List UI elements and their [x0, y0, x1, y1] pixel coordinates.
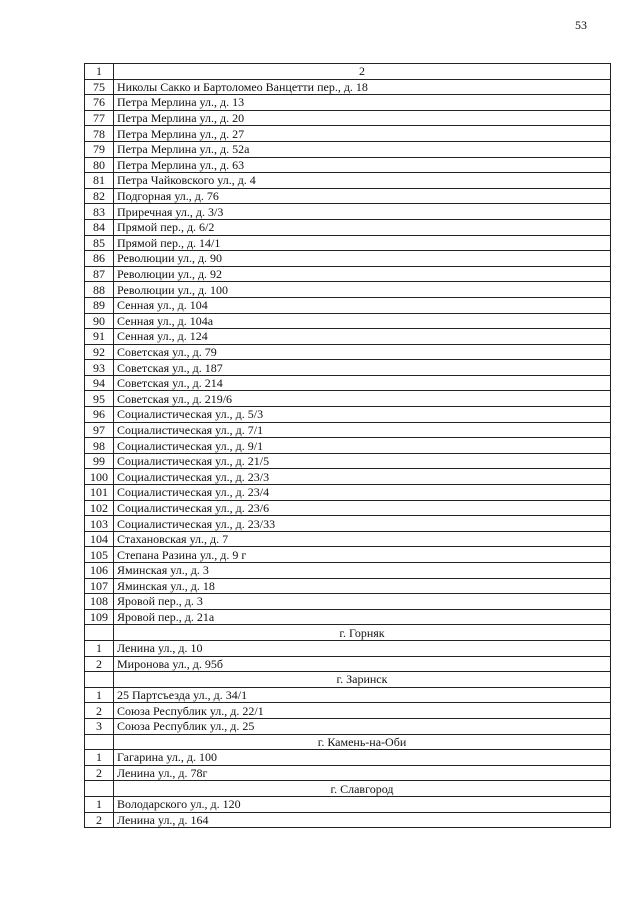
row-number: 97 [85, 422, 114, 438]
address-table-body [85, 64, 611, 828]
row-address: Подгорная ул., д. 76 [114, 188, 611, 204]
table-row [85, 79, 611, 95]
row-address: Сенная ул., д. 124 [114, 329, 611, 345]
table-header-row [85, 64, 611, 80]
table-row [85, 640, 611, 656]
row-address: Социалистическая ул., д. 23/6 [114, 500, 611, 516]
row-number: 76 [85, 95, 114, 111]
city-heading-row [85, 734, 611, 750]
table-row [85, 391, 611, 407]
table-row [85, 329, 611, 345]
row-address: Миронова ул., д. 95б [114, 656, 611, 672]
row-address: Гагарина ул., д. 100 [114, 750, 611, 766]
row-number: 106 [85, 563, 114, 579]
city-heading: г. Горняк [114, 625, 611, 641]
table-row [85, 547, 611, 563]
row-number: 80 [85, 157, 114, 173]
table-row [85, 750, 611, 766]
row-address: Сенная ул., д. 104а [114, 313, 611, 329]
row-number: 94 [85, 375, 114, 391]
city-heading-number-cell [85, 625, 114, 641]
row-number: 96 [85, 407, 114, 423]
row-address: Революции ул., д. 92 [114, 266, 611, 282]
row-address: Сенная ул., д. 104 [114, 297, 611, 313]
table-row [85, 360, 611, 376]
row-address: Социалистическая ул., д. 9/1 [114, 438, 611, 454]
table-row [85, 718, 611, 734]
row-address: Советская ул., д. 187 [114, 360, 611, 376]
city-heading-row [85, 672, 611, 688]
table-row [85, 516, 611, 532]
table-row [85, 422, 611, 438]
table-row [85, 469, 611, 485]
row-number: 2 [85, 812, 114, 828]
row-address: Союза Республик ул., д. 25 [114, 718, 611, 734]
row-number: 92 [85, 344, 114, 360]
row-address: Яровой пер., д. 21а [114, 609, 611, 625]
table-row [85, 453, 611, 469]
table-row [85, 219, 611, 235]
city-heading: г. Славгород [114, 781, 611, 797]
row-number: 93 [85, 360, 114, 376]
row-number: 3 [85, 718, 114, 734]
table-row [85, 110, 611, 126]
table-row [85, 438, 611, 454]
row-address: Социалистическая ул., д. 21/5 [114, 453, 611, 469]
table-row [85, 594, 611, 610]
row-number: 108 [85, 594, 114, 610]
row-number: 82 [85, 188, 114, 204]
table-row [85, 563, 611, 579]
row-address: 25 Партсъезда ул., д. 34/1 [114, 687, 611, 703]
row-address: Союза Республик ул., д. 22/1 [114, 703, 611, 719]
row-address: Яминская ул., д. 18 [114, 578, 611, 594]
table-row [85, 313, 611, 329]
row-address: Социалистическая ул., д. 7/1 [114, 422, 611, 438]
row-number: 107 [85, 578, 114, 594]
row-address: Революции ул., д. 100 [114, 282, 611, 298]
row-address: Социалистическая ул., д. 23/4 [114, 485, 611, 501]
row-address: Прямой пер., д. 6/2 [114, 219, 611, 235]
city-heading-number-cell [85, 734, 114, 750]
row-address: Приречная ул., д. 3/3 [114, 204, 611, 220]
row-address: Советская ул., д. 214 [114, 375, 611, 391]
row-address: Петра Мерлина ул., д. 63 [114, 157, 611, 173]
row-number: 2 [85, 656, 114, 672]
table-row [85, 812, 611, 828]
row-number: 87 [85, 266, 114, 282]
row-number: 1 [85, 796, 114, 812]
table-row [85, 95, 611, 111]
row-address: Петра Мерлина ул., д. 52а [114, 141, 611, 157]
row-address: Стахановская ул., д. 7 [114, 531, 611, 547]
row-number: 1 [85, 750, 114, 766]
row-number: 89 [85, 297, 114, 313]
row-address: Социалистическая ул., д. 23/3 [114, 469, 611, 485]
table-row [85, 500, 611, 516]
row-number: 2 [85, 765, 114, 781]
row-address: Советская ул., д. 79 [114, 344, 611, 360]
table-row [85, 796, 611, 812]
row-address: Прямой пер., д. 14/1 [114, 235, 611, 251]
table-row [85, 531, 611, 547]
city-heading-number-cell [85, 672, 114, 688]
table-row [85, 485, 611, 501]
table-row [85, 703, 611, 719]
row-address: Петра Мерлина ул., д. 20 [114, 110, 611, 126]
table-row [85, 157, 611, 173]
row-number: 105 [85, 547, 114, 563]
row-address: Ленина ул., д. 164 [114, 812, 611, 828]
table-row [85, 235, 611, 251]
row-number: 95 [85, 391, 114, 407]
row-number: 101 [85, 485, 114, 501]
city-heading: г. Заринск [114, 672, 611, 688]
row-address: Ленина ул., д. 78г [114, 765, 611, 781]
row-address: Яровой пер., д. 3 [114, 594, 611, 610]
row-address: Петра Мерлина ул., д. 27 [114, 126, 611, 142]
row-number: 109 [85, 609, 114, 625]
table-row [85, 204, 611, 220]
row-number: 88 [85, 282, 114, 298]
table-row [85, 375, 611, 391]
row-number: 1 [85, 687, 114, 703]
row-number: 2 [85, 703, 114, 719]
row-number: 1 [85, 640, 114, 656]
row-address: Володарского ул., д. 120 [114, 796, 611, 812]
column-address-header: 2 [114, 64, 611, 80]
row-number: 83 [85, 204, 114, 220]
table-row [85, 188, 611, 204]
address-table [84, 63, 611, 828]
column-number-header: 1 [85, 64, 114, 80]
page-number: 53 [575, 18, 587, 32]
row-address: Социалистическая ул., д. 5/3 [114, 407, 611, 423]
row-address: Яминская ул., д. 3 [114, 563, 611, 579]
row-number: 99 [85, 453, 114, 469]
row-number: 81 [85, 173, 114, 189]
row-address: Социалистическая ул., д. 23/33 [114, 516, 611, 532]
city-heading: г. Камень-на-Оби [114, 734, 611, 750]
row-number: 78 [85, 126, 114, 142]
table-row [85, 141, 611, 157]
row-number: 84 [85, 219, 114, 235]
table-row [85, 266, 611, 282]
table-row [85, 578, 611, 594]
row-number: 102 [85, 500, 114, 516]
row-address: Петра Мерлина ул., д. 13 [114, 95, 611, 111]
table-row [85, 297, 611, 313]
table-row [85, 609, 611, 625]
row-number: 86 [85, 251, 114, 267]
table-row [85, 173, 611, 189]
row-address: Советская ул., д. 219/6 [114, 391, 611, 407]
table-row [85, 656, 611, 672]
row-address: Петра Чайковского ул., д. 4 [114, 173, 611, 189]
row-address: Николы Сакко и Бартоломео Ванцетти пер., д. 18 [114, 79, 611, 95]
row-number: 77 [85, 110, 114, 126]
city-heading-number-cell [85, 781, 114, 797]
row-number: 90 [85, 313, 114, 329]
table-row [85, 765, 611, 781]
table-row [85, 344, 611, 360]
row-address: Ленина ул., д. 10 [114, 640, 611, 656]
table-row [85, 126, 611, 142]
row-number: 104 [85, 531, 114, 547]
table-row [85, 407, 611, 423]
row-number: 103 [85, 516, 114, 532]
table-row [85, 282, 611, 298]
row-number: 100 [85, 469, 114, 485]
row-number: 79 [85, 141, 114, 157]
city-heading-row [85, 625, 611, 641]
row-address: Революции ул., д. 90 [114, 251, 611, 267]
city-heading-row [85, 781, 611, 797]
table-row [85, 251, 611, 267]
table-row [85, 687, 611, 703]
row-number: 98 [85, 438, 114, 454]
row-number: 75 [85, 79, 114, 95]
row-number: 85 [85, 235, 114, 251]
row-address: Степана Разина ул., д. 9 г [114, 547, 611, 563]
row-number: 91 [85, 329, 114, 345]
